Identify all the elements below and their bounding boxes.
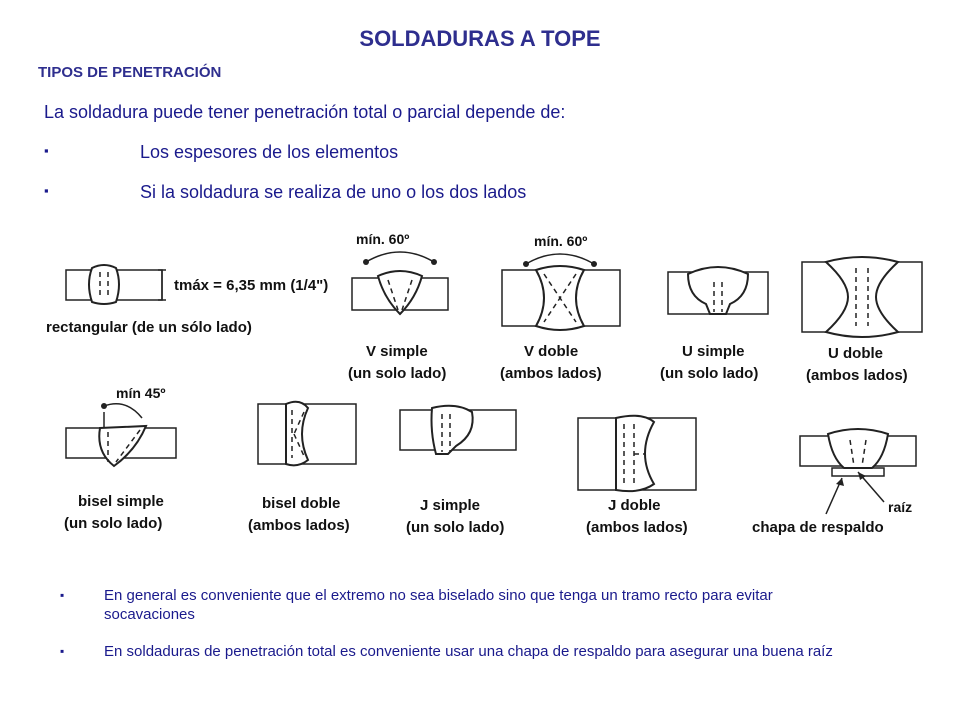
rectangular-label: rectangular (de un sólo lado) — [46, 319, 252, 336]
v-doble-label: V doble — [524, 343, 579, 360]
u-simple-sublabel: (un solo lado) — [660, 365, 759, 382]
weld-v-doble-diagram — [500, 233, 620, 382]
v-simple-sublabel: (un solo lado) — [348, 365, 447, 382]
weld-j-doble-diagram — [578, 416, 696, 536]
bisel-doble-label: bisel doble — [262, 495, 341, 512]
intro-text: La soldadura puede tener penetración total o parcial depende de: — [44, 102, 566, 122]
bullet-marker-icon: ▪ — [44, 143, 49, 158]
weld-u-simple-diagram — [660, 267, 768, 382]
page-title: SOLDADURAS A TOPE — [359, 26, 601, 51]
weld-u-doble-diagram — [802, 257, 922, 384]
v-doble-sublabel: (ambos lados) — [500, 365, 602, 382]
backing-plate-label: chapa de respaldo — [752, 519, 884, 536]
weld-bisel-doble-diagram — [248, 402, 356, 534]
root-label: raíz — [888, 499, 913, 515]
min-60-label: mín. 60º — [534, 233, 588, 249]
bullet-marker-icon: ▪ — [44, 183, 49, 198]
section-subtitle: TIPOS DE PENETRACIÓN — [38, 64, 222, 81]
note-text: En general es conveniente que el extremo no sea biselado sino que tenga un tramo recto para evitar socavaciones — [104, 587, 773, 623]
bisel-doble-sublabel: (ambos lados) — [248, 517, 350, 534]
u-doble-label: U doble — [828, 345, 883, 362]
weld-v-simple-diagram — [348, 231, 448, 382]
j-doble-sublabel: (ambos lados) — [586, 519, 688, 536]
bullet-text: Si la soldadura se realiza de uno o los dos lados — [140, 182, 527, 202]
bullet-text: Los espesores de los elementos — [140, 142, 399, 162]
bisel-simple-sublabel: (un solo lado) — [64, 515, 163, 532]
min-60-label: mín. 60º — [356, 231, 410, 247]
weld-bisel-simple-diagram — [64, 385, 176, 532]
weld-backing-plate-diagram — [752, 429, 916, 536]
thickness-label: tmáx = 6,35 mm (1/4") — [174, 277, 329, 294]
j-simple-label: J simple — [420, 497, 481, 514]
note-text: En soldaduras de penetración total es conveniente usar una chapa de respaldo para asegurar una buena raíz — [104, 643, 833, 660]
u-simple-label: U simple — [682, 343, 745, 360]
min-45-label: mín 45º — [116, 385, 166, 401]
u-doble-sublabel: (ambos lados) — [806, 367, 908, 384]
weld-types-figure — [36, 222, 928, 552]
v-simple-label: V simple — [366, 343, 428, 360]
weld-rectangular-diagram — [46, 265, 328, 336]
bullet-marker-icon: ▪ — [60, 644, 65, 658]
j-doble-label: J doble — [608, 497, 661, 514]
weld-j-simple-diagram — [400, 406, 516, 536]
bisel-simple-label: bisel simple — [78, 493, 164, 510]
bullet-marker-icon: ▪ — [60, 588, 65, 602]
j-simple-sublabel: (un solo lado) — [406, 519, 505, 536]
